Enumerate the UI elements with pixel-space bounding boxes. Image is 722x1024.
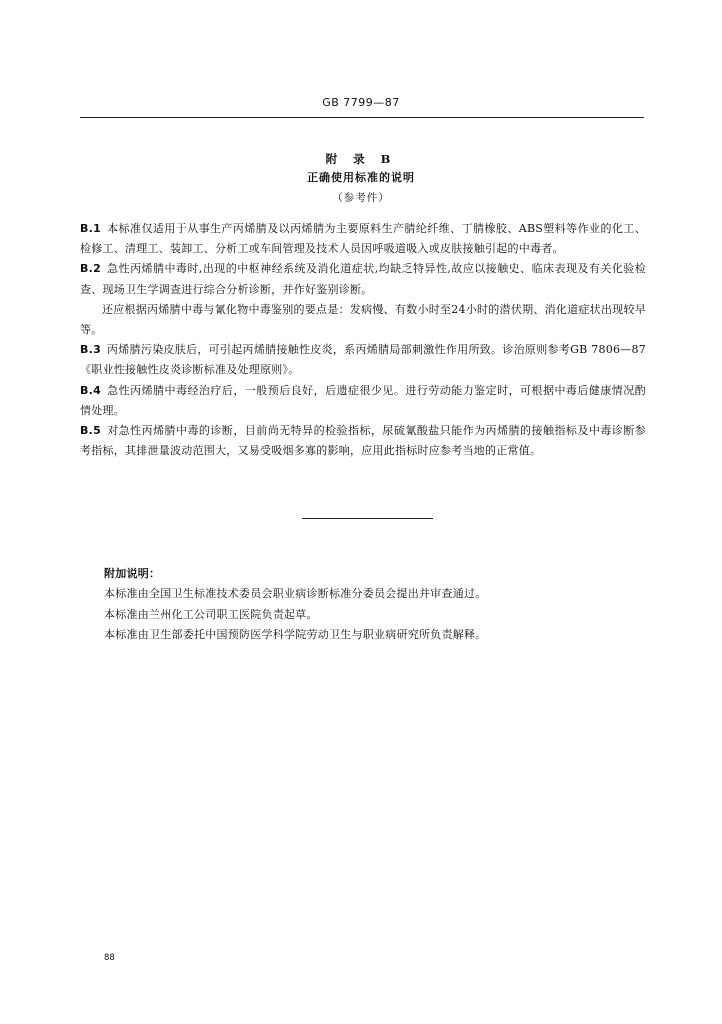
clause-text: 丙烯腈污染皮肤后，可引起丙烯腈接触性皮炎，系丙烯腈局部刺激性作用所致。诊治原则参考GB 7806—87《职业性接触性皮炎诊断标准及处理原则》。 [80, 343, 646, 377]
additional-notes-heading: 附加说明： [104, 567, 161, 580]
clause-text: 急性丙烯腈中毒时,出现的中枢神经系统及消化道症状,均缺乏特异性,故应以接触史、临床表现及有关化验检查、现场卫生学调查进行综合分析诊断，并作好鉴别诊断。 [80, 262, 646, 296]
clause-b3 [80, 340, 646, 380]
header-rule [80, 117, 644, 118]
clause-b4 [80, 381, 646, 421]
section-separator [302, 518, 433, 519]
appendix-body [80, 219, 646, 461]
additional-notes [104, 564, 644, 645]
clause-b5 [80, 421, 646, 461]
clause-number: B.3 [80, 343, 101, 357]
clause-number: B.1 [80, 222, 101, 235]
page-number: 88 [104, 953, 115, 963]
additional-note-line: 本标准由卫生部委托中国预防医学科学院劳动卫生与职业病研究所负责解释。 [104, 627, 487, 641]
clause-b2 [80, 259, 646, 299]
standard-code-header: GB 7799—87 [322, 96, 400, 109]
appendix-title: 附 录 B [325, 152, 397, 166]
clause-number: B.2 [80, 262, 101, 276]
additional-note-line: 本标准由全国卫生标准技术委员会职业病诊断标准分委员会提出并审查通过。 [104, 587, 487, 601]
clause-text: 对急性丙烯腈中毒的诊断，目前尚无特异的检验指标，尿硫氰酸盐只能作为丙烯腈的接触指标及中毒诊断参考指标，其排泄量波动范围大，又易受吸烟多寡的影响，应用此指标时应参考当地的正常值。 [80, 424, 646, 458]
clause-text: 还应根据丙烯腈中毒与氰化物中毒鉴别的要点是：发病慢、有数小时至24小时的潜伏期、消化道症状出现较早等。 [80, 302, 646, 337]
clause-b1 [80, 219, 646, 259]
appendix-subtitle: 正确使用标准的说明 [307, 171, 415, 184]
clause-text: 本标准仅适用于从事生产丙烯腈及以丙烯腈为主要原料生产腈纶纤维、丁腈橡胶、ABS塑料等作业的化工、检修工、清理工、装卸工、分析工或车间管理及技术人员因呼吸道吸入或皮肤接触引起的中毒者。 [80, 222, 646, 256]
clause-number: B.4 [80, 383, 101, 397]
appendix-heading-block [0, 150, 722, 208]
appendix-note: （参考件） [332, 192, 390, 204]
clause-text: 急性丙烯腈中毒经治疗后，一般预后良好，后遗症很少见。进行劳动能力鉴定时，可根据中毒后健康情况酌情处理。 [80, 383, 646, 417]
clause-b2-continuation [80, 300, 646, 340]
clause-number: B.5 [80, 424, 101, 438]
additional-note-line: 本标准由兰州化工公司职工医院负责起草。 [104, 607, 318, 621]
